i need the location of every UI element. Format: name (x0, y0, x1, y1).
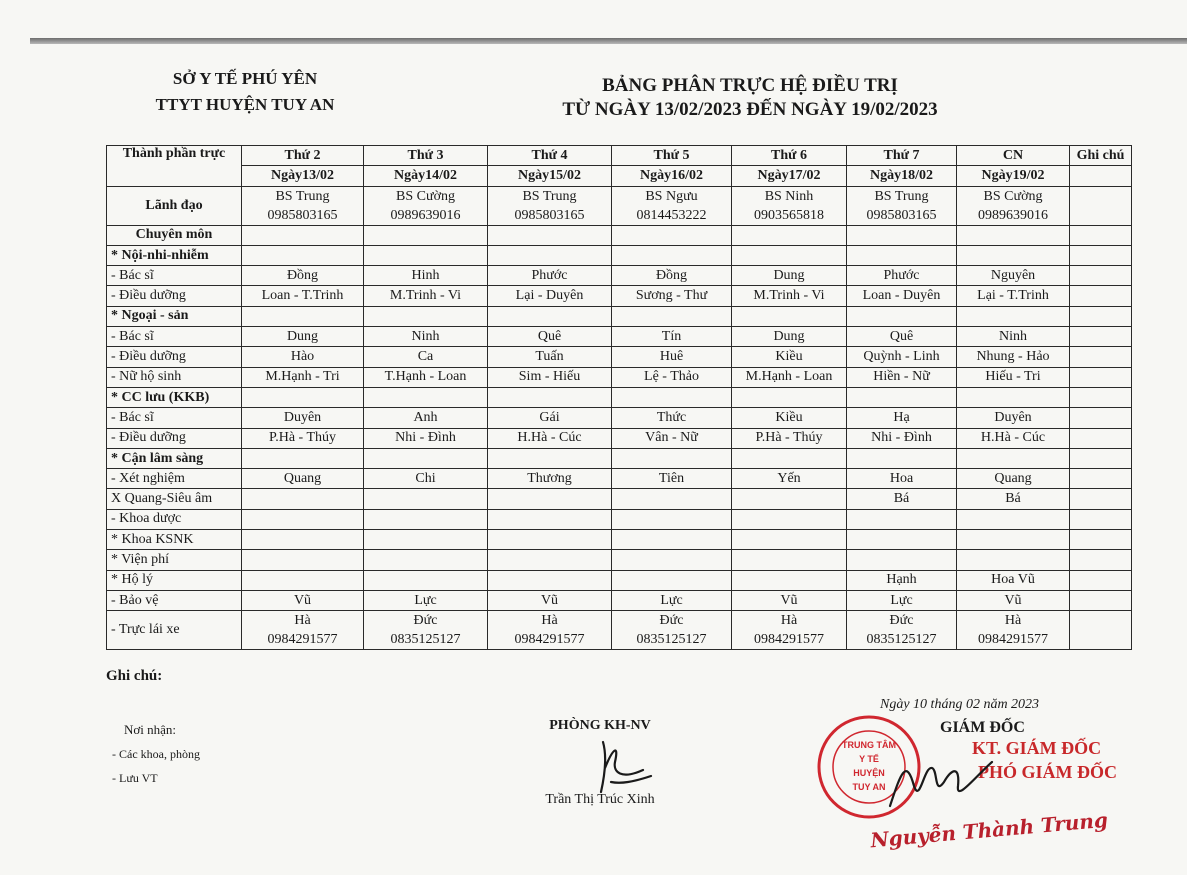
shift-cell (364, 387, 488, 407)
shift-cell (488, 550, 612, 570)
header-row-weekday (107, 146, 1132, 166)
leader-cell (364, 186, 488, 225)
leader-phone: 0814453222 (636, 207, 707, 223)
note-cell (1070, 367, 1132, 387)
driver-name: Hà (541, 613, 558, 629)
row-label: * Viện phí (107, 550, 242, 570)
shift-cell (242, 225, 364, 245)
scan-top-edge (30, 38, 1187, 44)
note-cell (1070, 166, 1132, 186)
driver-name: Hà (780, 613, 798, 629)
shift-cell: Hoa (847, 469, 957, 489)
note-cell (1070, 347, 1132, 367)
shift-cell: Ninh (957, 327, 1070, 347)
note-cell (1070, 408, 1132, 428)
shift-cell: Lại - T.Trinh (957, 286, 1070, 306)
shift-cell (612, 570, 732, 590)
shift-cell (364, 530, 488, 550)
roster-row (107, 530, 1132, 550)
org-line-1: SỞ Y TẾ PHÚ YÊN (172, 69, 318, 88)
recipient-item: - Lưu VT (112, 771, 158, 785)
leader-cell (488, 186, 612, 225)
organization-header (120, 66, 370, 118)
roster-row (107, 306, 1132, 326)
roster-body (107, 146, 1132, 611)
row-label: - Điều dưỡng (107, 347, 242, 367)
driver-phone: 0835125127 (636, 632, 707, 648)
driver-cell (957, 611, 1070, 650)
row-label: * Khoa KSNK (107, 530, 242, 550)
note-cell (1070, 590, 1132, 610)
shift-cell (364, 448, 488, 468)
leader-phone: 0989639016 (390, 207, 461, 223)
shift-cell (957, 306, 1070, 326)
shift-cell: Loan - T.Trinh (242, 286, 364, 306)
shift-cell (732, 550, 847, 570)
note-cell (1070, 225, 1132, 245)
stamp-text-line: Y TẾ (859, 754, 879, 764)
roster-row (107, 428, 1132, 448)
driver-cell (732, 611, 847, 650)
row-label: - Điều dưỡng (107, 286, 242, 306)
shift-cell: M.Hạnh - Tri (242, 367, 364, 387)
row-label: * Cận lâm sàng (107, 448, 242, 468)
shift-cell: Lực (364, 590, 488, 610)
roster-row (107, 590, 1132, 610)
roster-row (107, 266, 1132, 286)
shift-cell (957, 225, 1070, 245)
shift-cell (957, 245, 1070, 265)
leader-cell (847, 186, 957, 225)
shift-cell (488, 489, 612, 509)
corner-cell: Thành phần trực (107, 146, 242, 187)
director-name: Nguyễn Thành Trung (869, 807, 1109, 853)
driver-phone: 0984291577 (978, 632, 1048, 648)
row-label: * CC lưu (KKB) (107, 387, 242, 407)
drivers-body (107, 611, 1132, 650)
shift-cell (732, 225, 847, 245)
shift-cell (847, 387, 957, 407)
note-cell (1070, 306, 1132, 326)
shift-cell: Nhi - Đình (847, 428, 957, 448)
shift-cell (364, 245, 488, 265)
weekday-cell: Thứ 3 (364, 146, 488, 166)
stamp-text-line: TRUNG TÂM (842, 740, 896, 750)
leader-name: BS Cường (983, 188, 1043, 204)
shift-cell: Hiếu - Tri (957, 367, 1070, 387)
roster-row (107, 448, 1132, 468)
shift-cell (364, 509, 488, 529)
shift-cell: Phước (488, 266, 612, 286)
date-cell: Ngày14/02 (364, 166, 488, 186)
issue-date: Ngày 10 tháng 02 năm 2023 (880, 697, 1040, 712)
note-cell (1070, 266, 1132, 286)
shift-cell: M.Hạnh - Loan (732, 367, 847, 387)
roster-row (107, 387, 1132, 407)
shift-cell (732, 489, 847, 509)
shift-cell: Hoa Vũ (957, 570, 1070, 590)
shift-cell: M.Trinh - Vi (364, 286, 488, 306)
date-cell: Ngày16/02 (612, 166, 732, 186)
shift-cell: Sương - Thư (612, 286, 732, 306)
date-cell: Ngày15/02 (488, 166, 612, 186)
shift-cell: Ninh (364, 327, 488, 347)
shift-cell: Hào (242, 347, 364, 367)
roster-row (107, 347, 1132, 367)
shift-cell (612, 387, 732, 407)
row-label: - Trực lái xe (107, 611, 242, 650)
weekday-cell: Thứ 5 (612, 146, 732, 166)
note-cell (1070, 387, 1132, 407)
recipients-block (112, 718, 312, 790)
leader-phone: 0985803165 (514, 207, 585, 223)
shift-cell: Nhi - Đình (364, 428, 488, 448)
shift-cell: Lực (847, 590, 957, 610)
shift-cell: H.Hà - Cúc (488, 428, 612, 448)
roster-row (107, 509, 1132, 529)
note-cell (1070, 469, 1132, 489)
leader-name: BS Trung (874, 188, 929, 204)
shift-cell (957, 530, 1070, 550)
shift-cell (242, 489, 364, 509)
leader-name: BS Ninh (764, 188, 814, 204)
shift-cell (732, 509, 847, 529)
shift-cell (732, 387, 847, 407)
note-cell (1070, 509, 1132, 529)
shift-cell: Chi (364, 469, 488, 489)
shift-cell: Nhung - Hảo (957, 347, 1070, 367)
shift-cell (242, 509, 364, 529)
roster-row (107, 286, 1132, 306)
shift-cell: Yến (732, 469, 847, 489)
shift-cell: M.Trinh - Vi (732, 286, 847, 306)
leaders-row (107, 186, 1132, 225)
shift-cell (488, 225, 612, 245)
shift-cell: Huê (612, 347, 732, 367)
driver-name: Đức (413, 613, 438, 629)
shift-cell (364, 570, 488, 590)
shift-cell (488, 245, 612, 265)
shift-cell (847, 530, 957, 550)
shift-cell: Đồng (242, 266, 364, 286)
row-label: X Quang-Siêu âm (107, 489, 242, 509)
note-cell (1070, 448, 1132, 468)
shift-cell: Gái (488, 408, 612, 428)
roster-row (107, 367, 1132, 387)
note-cell (1070, 327, 1132, 347)
leader-phone: 0985803165 (267, 207, 338, 223)
row-label: - Khoa dược (107, 509, 242, 529)
shift-cell (732, 530, 847, 550)
shift-cell: P.Hà - Thúy (732, 428, 847, 448)
leader-cell (957, 186, 1070, 225)
shift-cell: Vân - Nữ (612, 428, 732, 448)
row-label: - Điều dưỡng (107, 428, 242, 448)
shift-cell (242, 448, 364, 468)
shift-cell: Hạ (847, 408, 957, 428)
weekday-cell: Thứ 2 (242, 146, 364, 166)
driver-phone: 0984291577 (754, 632, 824, 648)
shift-cell: Lực (612, 590, 732, 610)
shift-cell: Phước (847, 266, 957, 286)
shift-cell: Duyên (242, 408, 364, 428)
department-signer-name: Trần Thị Trúc Xinh (545, 792, 655, 807)
weekday-cell: CN (957, 146, 1070, 166)
shift-cell (488, 387, 612, 407)
driver-name: Đức (659, 613, 684, 629)
row-label: Lãnh đạo (107, 186, 242, 225)
title-line-2: TỪ NGÀY 13/02/2023 ĐẾN NGÀY 19/02/2023 (562, 99, 938, 120)
row-label: - Xét nghiệm (107, 469, 242, 489)
shift-cell: Tuấn (488, 347, 612, 367)
shift-cell (364, 550, 488, 570)
shift-cell (732, 245, 847, 265)
shift-cell: Vũ (242, 590, 364, 610)
leader-phone: 0985803165 (866, 207, 937, 223)
deputy-director-title: PHÓ GIÁM ĐỐC (978, 762, 1117, 782)
leader-cell (612, 186, 732, 225)
recipient-item: - Các khoa, phòng (112, 747, 200, 761)
shift-cell (488, 509, 612, 529)
shift-cell: Thức (612, 408, 732, 428)
driver-cell (242, 611, 364, 650)
driver-name: Đức (889, 613, 914, 629)
shift-cell: Hinh (364, 266, 488, 286)
shift-cell: Kiều (732, 347, 847, 367)
driver-cell (847, 611, 957, 650)
date-cell: Ngày17/02 (732, 166, 847, 186)
note-cell (1070, 245, 1132, 265)
note-cell (1070, 186, 1132, 225)
shift-cell: Hạnh (847, 570, 957, 590)
shift-cell (488, 530, 612, 550)
note-cell (1070, 286, 1132, 306)
shift-cell (612, 509, 732, 529)
shift-cell: T.Hạnh - Loan (364, 367, 488, 387)
row-label: - Bác sĩ (107, 266, 242, 286)
shift-cell: Duyên (957, 408, 1070, 428)
shift-cell: Dung (732, 266, 847, 286)
row-label: * Ngoại - sản (107, 306, 242, 326)
shift-cell (957, 509, 1070, 529)
director-title: GIÁM ĐỐC (940, 719, 1025, 736)
roster-row (107, 245, 1132, 265)
roster-row (107, 327, 1132, 347)
shift-cell (612, 245, 732, 265)
shift-cell (242, 387, 364, 407)
driver-name: Hà (294, 613, 311, 629)
leader-cell (242, 186, 364, 225)
shift-cell: Đồng (612, 266, 732, 286)
roster-row (107, 570, 1132, 590)
driver-name: Hà (1004, 613, 1022, 629)
shift-cell (612, 530, 732, 550)
shift-cell (732, 570, 847, 590)
roster-row (107, 469, 1132, 489)
row-label: * Nội-nhi-nhiễm (107, 245, 242, 265)
shift-cell: Lại - Duyên (488, 286, 612, 306)
shift-cell: Bá (847, 489, 957, 509)
shift-cell (957, 387, 1070, 407)
shift-cell (488, 570, 612, 590)
shift-cell: Vũ (488, 590, 612, 610)
shift-cell (957, 550, 1070, 570)
shift-cell (847, 245, 957, 265)
shift-cell (364, 225, 488, 245)
recipients-title: Nơi nhận: (124, 722, 177, 737)
stamp-text-line: HUYỆN (853, 768, 885, 778)
shift-cell (612, 489, 732, 509)
shift-cell: Bá (957, 489, 1070, 509)
row-label: - Nữ hộ sinh (107, 367, 242, 387)
weekday-cell: Thứ 7 (847, 146, 957, 166)
leader-name: BS Cường (396, 188, 455, 204)
shift-cell (242, 306, 364, 326)
shift-cell (612, 225, 732, 245)
driver-phone: 0835125127 (866, 632, 937, 648)
acting-director-title: KT. GIÁM ĐỐC (972, 738, 1102, 758)
leader-name: BS Trung (522, 188, 577, 204)
driver-cell (612, 611, 732, 650)
shift-cell (242, 570, 364, 590)
stamp-text-line: TUY AN (852, 782, 886, 792)
note-cell (1070, 530, 1132, 550)
shift-cell: Kiều (732, 408, 847, 428)
driver-phone: 0984291577 (514, 632, 585, 648)
shift-cell: Lệ - Thảo (612, 367, 732, 387)
shift-cell (364, 306, 488, 326)
shift-cell (612, 448, 732, 468)
shift-cell (612, 550, 732, 570)
roster-row (107, 408, 1132, 428)
weekday-cell: Thứ 6 (732, 146, 847, 166)
shift-cell: Quang (957, 469, 1070, 489)
weekday-cell: Thứ 4 (488, 146, 612, 166)
shift-cell (612, 306, 732, 326)
shift-cell (242, 550, 364, 570)
shift-cell: Dung (732, 327, 847, 347)
date-cell: Ngày13/02 (242, 166, 364, 186)
shift-cell (732, 306, 847, 326)
driver-cell (488, 611, 612, 650)
shift-cell: Anh (364, 408, 488, 428)
driver-phone: 0835125127 (390, 632, 461, 648)
row-label: Chuyên môn (107, 225, 242, 245)
shift-cell (847, 448, 957, 468)
leader-name: BS Trung (275, 188, 330, 204)
date-cell: Ngày18/02 (847, 166, 957, 186)
notes-label: Ghi chú: (106, 668, 163, 684)
note-cell (1070, 570, 1132, 590)
shift-cell (242, 530, 364, 550)
note-header-cell: Ghi chú (1070, 146, 1132, 166)
shift-cell (364, 489, 488, 509)
row-label: - Bảo vệ (107, 590, 242, 610)
row-label: - Bác sĩ (107, 408, 242, 428)
date-cell: Ngày19/02 (957, 166, 1070, 186)
shift-cell: Hiền - Nữ (847, 367, 957, 387)
leader-phone: 0989639016 (978, 207, 1048, 223)
shift-cell: Quỳnh - Linh (847, 347, 957, 367)
shift-cell: H.Hà - Cúc (957, 428, 1070, 448)
department-signature-icon (585, 738, 655, 796)
driver-cell (364, 611, 488, 650)
shift-cell: Vũ (957, 590, 1070, 610)
leader-cell (732, 186, 847, 225)
shift-cell (957, 448, 1070, 468)
department-title: PHÒNG KH-NV (549, 718, 651, 733)
leader-phone: 0903565818 (754, 207, 824, 223)
driver-phone: 0984291577 (267, 632, 338, 648)
shift-cell: Thương (488, 469, 612, 489)
shift-cell: Tiên (612, 469, 732, 489)
shift-cell: Tín (612, 327, 732, 347)
row-label: * Hộ lý (107, 570, 242, 590)
note-cell (1070, 550, 1132, 570)
org-line-2: TTYT HUYỆN TUY AN (155, 95, 335, 114)
shift-cell: Sim - Hiếu (488, 367, 612, 387)
director-signature-icon (880, 746, 1000, 816)
shift-cell (488, 448, 612, 468)
shift-cell: Quê (847, 327, 957, 347)
roster-row (107, 550, 1132, 570)
shift-cell (242, 245, 364, 265)
leader-name: BS Ngưu (645, 188, 698, 204)
shift-cell: Quang (242, 469, 364, 489)
row-label: - Bác sĩ (107, 327, 242, 347)
header-row-date (107, 166, 1132, 186)
note-cell (1070, 489, 1132, 509)
shift-cell (732, 448, 847, 468)
note-cell (1070, 611, 1132, 650)
drivers-row (107, 611, 1132, 650)
note-cell (1070, 428, 1132, 448)
duty-roster-table (106, 145, 1132, 650)
shift-cell: Dung (242, 327, 364, 347)
shift-cell: P.Hà - Thúy (242, 428, 364, 448)
shift-cell: Loan - Duyên (847, 286, 957, 306)
shift-cell (847, 306, 957, 326)
shift-cell (847, 550, 957, 570)
shift-cell: Vũ (732, 590, 847, 610)
shift-cell (847, 509, 957, 529)
roster-row (107, 225, 1132, 245)
document-title (500, 74, 1000, 122)
title-line-1: BẢNG PHÂN TRỰC HỆ ĐIỀU TRỊ (602, 75, 898, 96)
shift-cell (847, 225, 957, 245)
shift-cell: Quê (488, 327, 612, 347)
shift-cell: Nguyên (957, 266, 1070, 286)
shift-cell (488, 306, 612, 326)
shift-cell: Ca (364, 347, 488, 367)
roster-row (107, 489, 1132, 509)
